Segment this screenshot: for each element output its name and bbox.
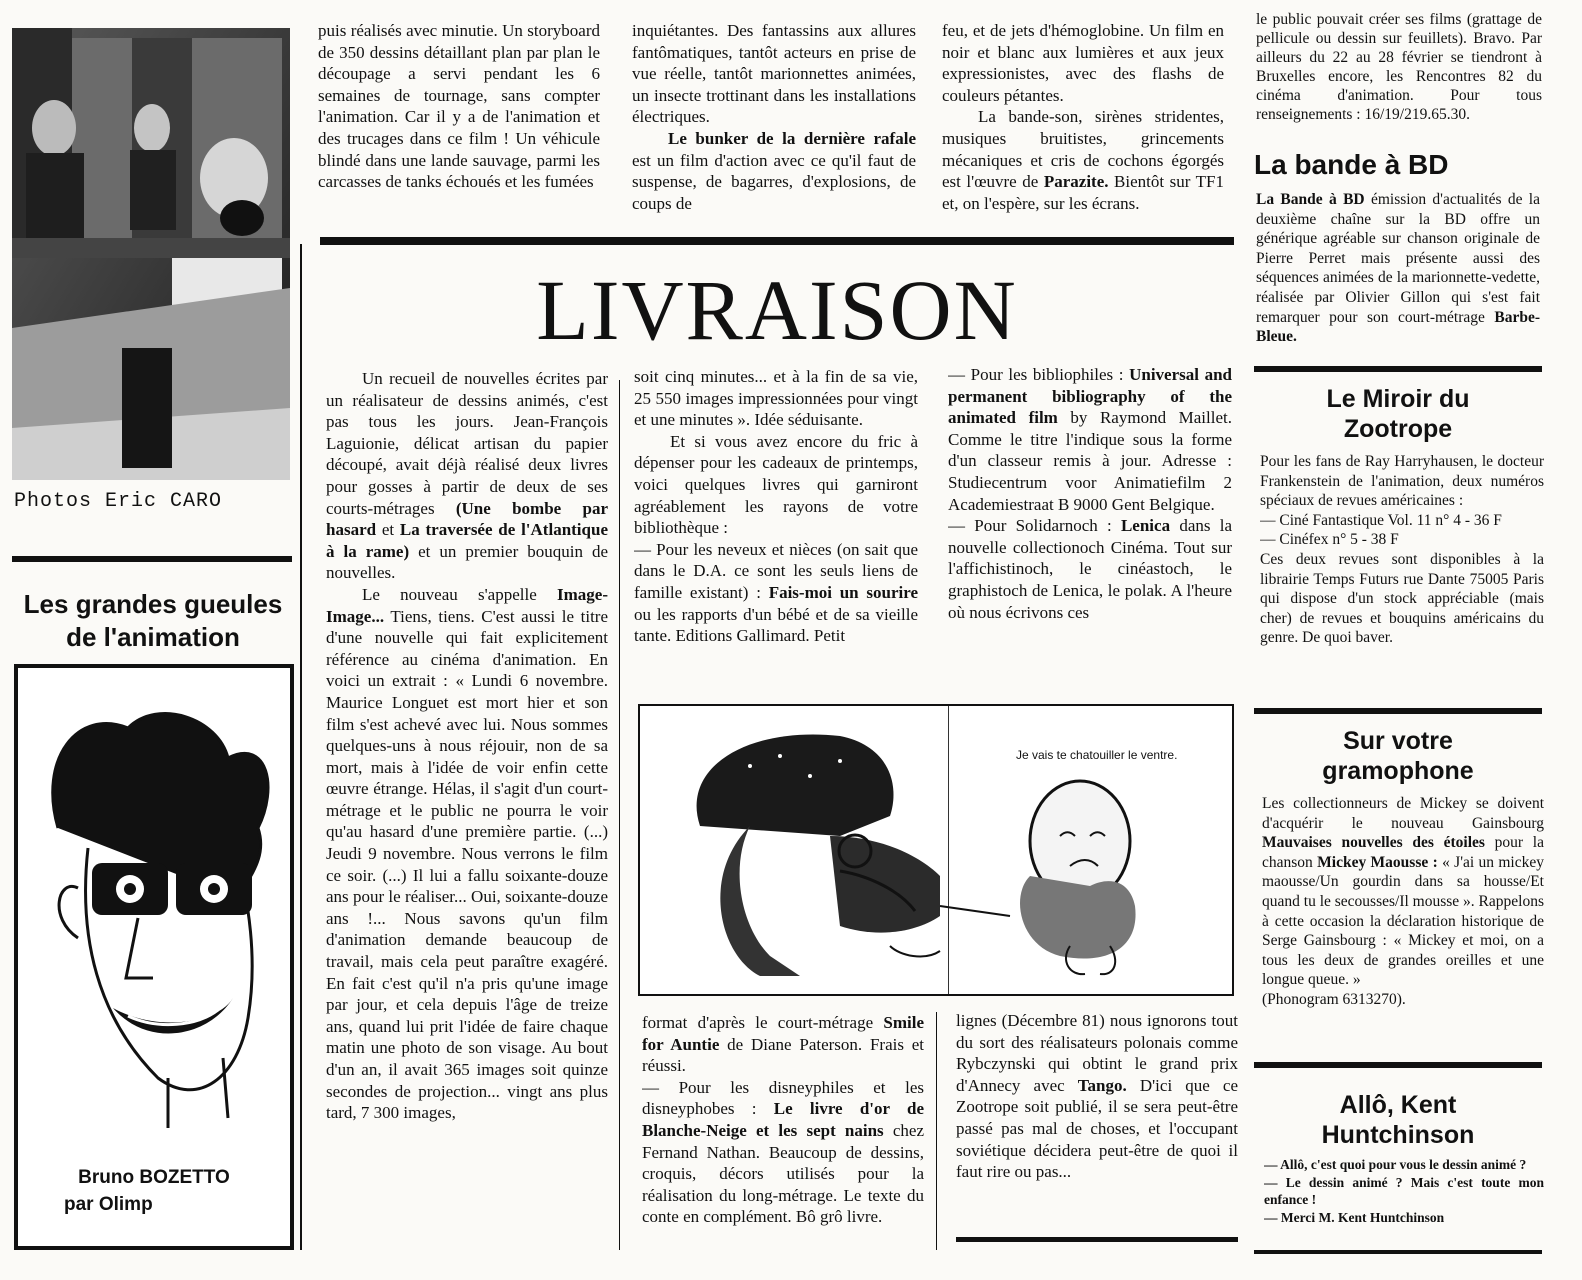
top-column-1: puis réalisés avec minutie. Un storyboard de 350 dessins détaillant plan par plan le découpage a servi pendant les 6 semaines de tournage, sans compter l'animation. Car il y a de l'animation et des trucages dans ce film ! Un véhicule blindé dans une lande sauvage, parmi les carcasses de tanks échoués et les fumées — [318, 21, 600, 192]
feature-title: Les grandes gueules de l'animation — [23, 589, 283, 652]
portrait-caption-by: par Olimp — [64, 1194, 153, 1215]
photo-credit: Photos Eric CARO — [14, 490, 223, 513]
allo-text: — Allô, c'est quoi pour vous le dessin animé ? — Le dessin animé ? Mais c'est toute mon enfance ! — Merci M. Kent Huntchinson — [1264, 1157, 1544, 1225]
bd-text: La Bande à BD émission d'actualités de la deuxième chaîne sur la BD offre un générique agréable sur chanson originale de Pierre Perret mais présente aussi des séquences animées de la marionnette-vedette, réalisée par Olivier Gillon qui s'est fait remarquer pour son court-métrage Barbe-Bleue. — [1256, 191, 1540, 346]
caricature-drawing — [18, 678, 290, 1138]
livraison-column-divider-2 — [936, 1012, 937, 1250]
livraison-column-3: — Pour les bibliophiles : Universal and permanent bibliography of the animated film by Raymond Maillet. Comme le titre l'indique sous la forme d'un classeur remis à jour. Adresse : Studiecentrum voor Animatiefilm 2 Academiestraat B 9000 Gent Belgique. — Pour Solidarnoch : Lenica dans la nouvelle collectionoch Cinéma. Tout sur l'affichistinoch, le cinéastoch, le graphistoch de Lenica, le polak. A l'heure où nous écrivons ces — [948, 365, 1232, 622]
book-illustration — [638, 704, 1234, 996]
illustration-caption: Je vais te chatouiller le ventre. — [1016, 748, 1178, 762]
gramophone-text: Les collectionneurs de Mickey se doivent d'acquérir le nouveau Gainsbourg Mauvaises nouvelles des étoiles pour la chanson Mickey Maousse : « J'ai un mickey maousse/Un gourdin dans sa housse/Et quand tu le secousses/Il mousse ». Rappelons à cette occasion la déclaration historique de Serge Gainsbourg : « Mickey et moi, on a tous les deux de grandes oreilles et une longue queue. » (Phonogram 6313270). — [1262, 795, 1544, 1008]
livraison-column-2: soit cinq minutes... et à la fin de sa vie, 25 550 images impressionnées pour vingt et une minutes ». Idée séduisante. Et si vous avez encore du fric à dépenser pour les cadeaux de printemps, voici quelques livres qui garniront agréablement les rayons de votre bibliothèque : — Pour les neveux et nièces (on sait que dans le D.A. ce sont les seuls liens de famille existant) : Fais-moi un sourire ou les rapports d'un bébé et de sa vieille tante. Editions Gallimard. Petit — [634, 367, 918, 646]
allo-title-line-1: Allô, Kent — [1339, 1091, 1457, 1119]
livraison-column-2-lower: format d'après le court-métrage Smile for Auntie de Diane Paterson. Frais et réussi. — Pour les disneyphiles et les disneyphobes : Le livre d'or de Blanche-Neige et les sept nains chez Fernand Nathan. Beaucoup de dessins, croquis, décors utilisés pour la réalisation du long-métrage. Le texte du conte en complément. Bô grô livre. — [642, 1013, 924, 1227]
right-bottom-rule — [1254, 1250, 1542, 1254]
gramophone-title-line-2: gramophone — [1322, 757, 1474, 785]
livraison-column-divider-1 — [619, 380, 620, 1250]
film-still-photo — [12, 28, 290, 480]
portrait-caption-name: Bruno BOZETTO — [78, 1167, 230, 1188]
right-rule-2 — [1254, 708, 1542, 714]
film-still-image — [12, 28, 290, 480]
left-divider-rule — [12, 556, 292, 562]
miroir-title-line-1: Le Miroir du — [1326, 385, 1470, 413]
top-column-3: feu, et de jets d'hémoglobine. Un film en noir et blanc aux lumières et aux jeux expressionistes, avec des flashs de couleurs pétantes. La bande-son, sirènes stridentes, musiques bruitistes, grincements mécaniques et cris de cochons égorgés est l'œuvre de Parazite. Bientôt sur TF1 et, on l'espère, sur les écrans. — [942, 21, 1224, 213]
bd-title: La bande à BD — [1254, 149, 1449, 180]
right-rule-3 — [1254, 1062, 1542, 1068]
livraison-column-3-lower: lignes (Décembre 81) nous ignorons tout du sort des réalisateurs polonais comme Rybczynski qui obtint le grand prix d'Annecy avec Tango. D'ici que ce Zootrope soit publié, il se sera peut-être passé pas mal de choses, et l'occupant soviétique décidera peut-être de quoi il faut rire ou pas... — [956, 1011, 1238, 1182]
allo-title-line-2: Huntchinson — [1321, 1121, 1475, 1149]
top-column-2: inquiétantes. Des fantassins aux allures fantômatiques, tantôt acteurs en prise de vue réelle, tantôt marionnettes animées, un insecte trottinant dans les installations électriques. Le bunker de la dernière rafale est un film d'action avec ce qu'il faut de suspense, de bagarres, d'explosions, de coups de — [632, 21, 916, 213]
right-top-text: le public pouvait créer ses films (grattage de pellicule ou dessin sur feuillets). Bravo. Par ailleurs du 22 au 28 février se tiendront à Bruxelles encore, les Rencontres 82 du cinéma d'animation. Pour tous renseignements : 16/19/219.65.30. — [1256, 11, 1542, 123]
livraison-headline: LIVRAISON — [536, 262, 1018, 358]
miroir-title-line-2: Zootrope — [1343, 415, 1453, 443]
livraison-top-rule — [320, 237, 1234, 245]
livraison-end-rule — [956, 1237, 1238, 1242]
portrait-frame — [14, 664, 294, 1250]
miroir-text: Pour les fans de Ray Harryhausen, le docteur Frankenstein de l'animation, deux numéros spéciaux de revues américaines : — Ciné Fantastique Vol. 11 n° 4 - 36 F — Cinéfex n° 5 - 38 F Ces deux revues sont disponibles à la librairie Temps Futurs rue Dante 75005 Paris qui dispose d'un stock appréciable (mais cher) de revues et bouquins américains du genre. De quoi baver. — [1260, 453, 1544, 647]
livraison-column-1: Un recueil de nouvelles écrites par un réalisateur de dessins animés, c'est pas tous les jours. Jean-François Laguionie, délicat artisan du papier découpé, avait déjà réalisé deux livres pour gosses à partir de deux de ses courts-métrages (Une bombe par hasard et La traversée de l'Atlantique à la rame) et un premier bouquin de nouvelles. Le nouveau s'appelle Image-Image... Tiens, tiens. C'est aussi le titre d'une nouvelle qui fait explicitement référence au cinéma d'animation. En voici un extrait : « Lundi 6 novembre. Maurice Longuet est mort hier et son film s'est achevé avec lui. Nous sommes quelques-uns à nous réjouir, non de sa mort, mais à l'idée de voir enfin cette œuvre étrange. Hélas, il s'agit d'un court-métrage et le public ne pourra le voir qu'au hasard d'une première partie. (...) Jeudi 9 novembre. Nous verrons le film ce soir. (...) Il lui a fallu soixante-douze ans pour le réaliser... Oui, soixante-douze ans !... Nous savons qu'un film d'animation demande beaucoup de travail, mais cela peut paraître exagéré. En fait c'est qu'il n'a pris qu'une image par jour, et cela depuis l'âge de treize ans, quand lui prit l'idée de faire chaque matin une photo de son visage. Au bout d'un an, il avait 365 images soit quinze secondes de projection... vingt ans plus tard, 7 300 images, — [326, 369, 608, 1123]
left-column-vertical-rule — [300, 244, 302, 1250]
right-rule-1 — [1254, 366, 1542, 372]
gramophone-title-line-1: Sur votre — [1343, 727, 1453, 755]
